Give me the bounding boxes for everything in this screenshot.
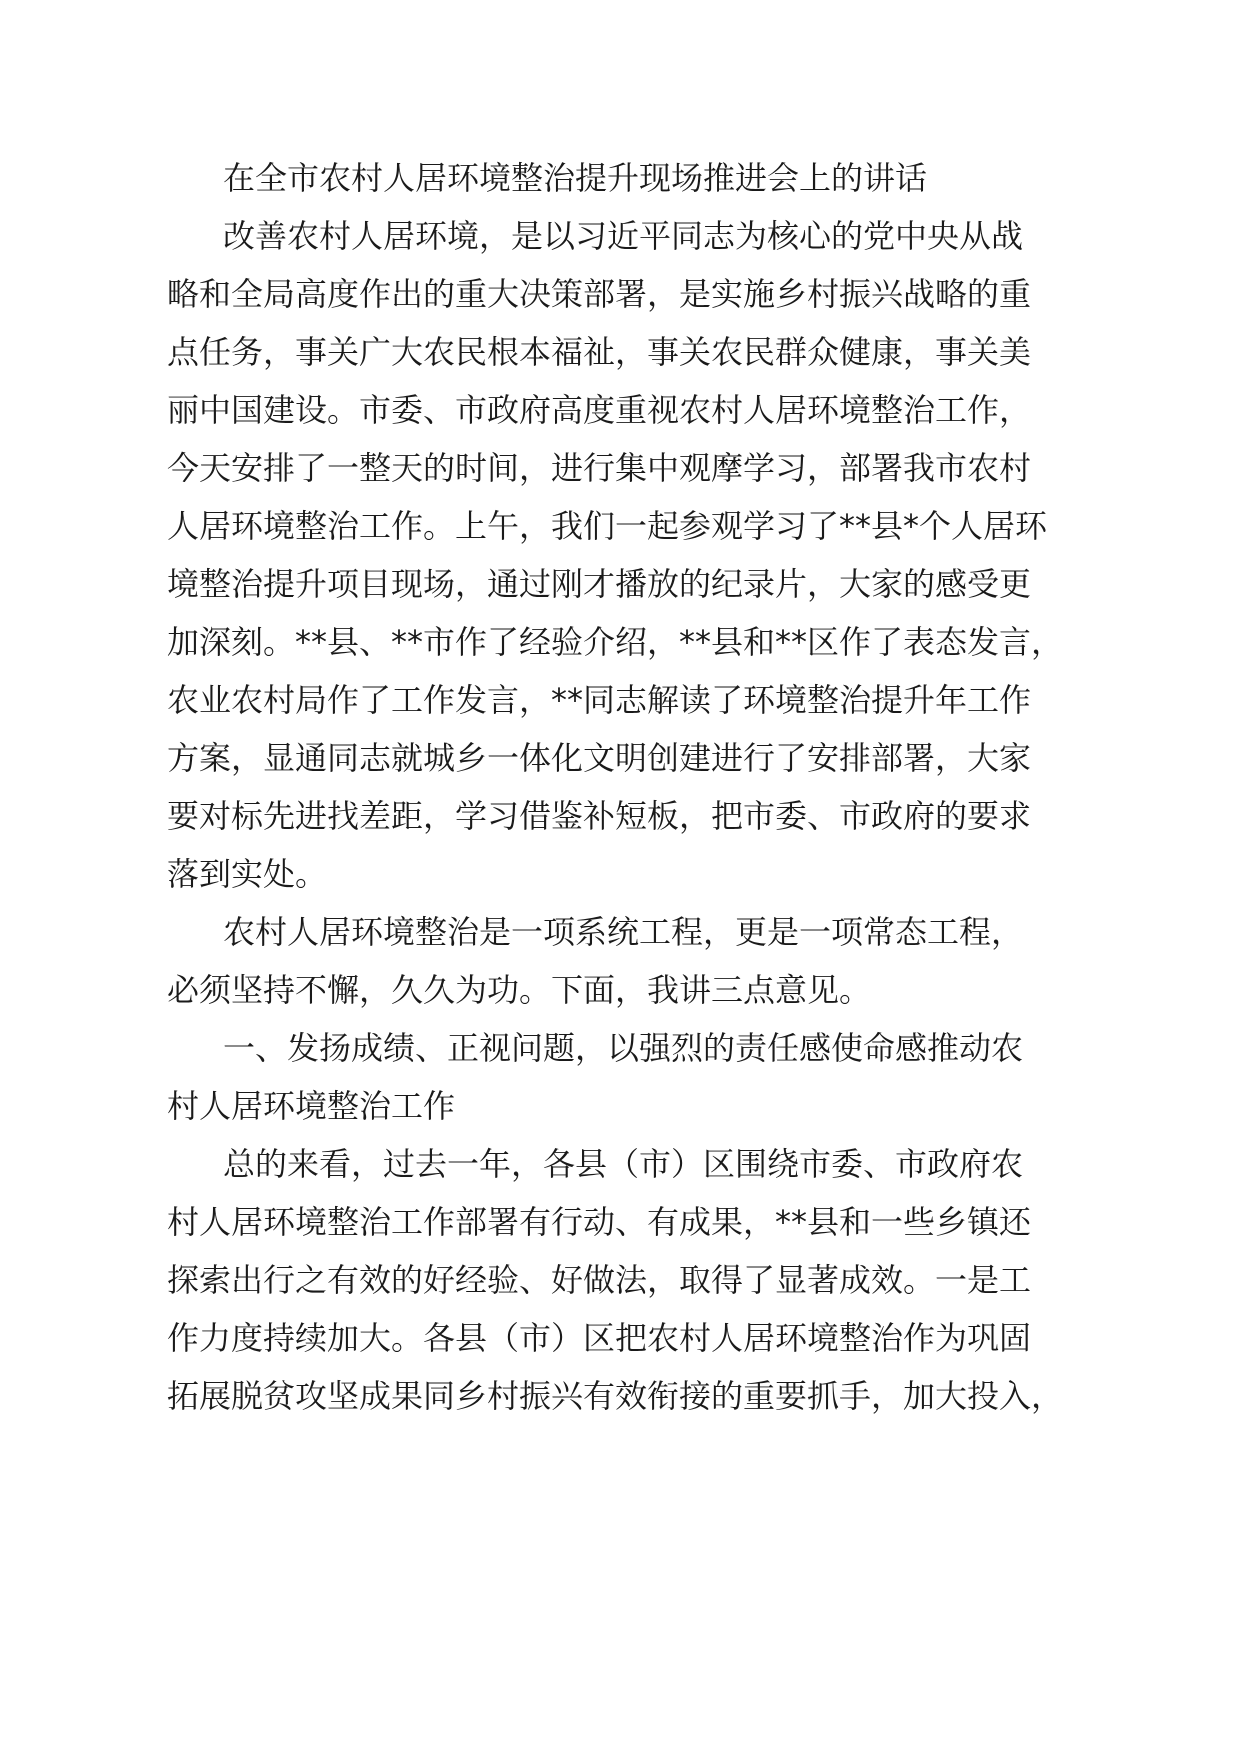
body-line-4: 丽中国建设。市委、市政府高度重视农村人居环境整治工作， <box>167 391 1032 429</box>
body-line-2: 略和全局高度作出的重大决策部署，是实施乡村振兴战略的重 <box>167 275 1032 313</box>
body-line-6: 人居环境整治工作。上午，我们一起参观学习了**县*个人居环 <box>167 507 1048 545</box>
body-line-9: 农业农村局作了工作发言，**同志解读了环境整治提升年工作 <box>167 681 1032 719</box>
body-line-1: 改善农村人居环境，是以习近平同志为核心的党中央从战 <box>223 217 1024 255</box>
body-line-8: 加深刻。**县、**市作了经验介绍，**县和**区作了表态发言， <box>167 623 1064 661</box>
section-heading-line-2: 村人居环境整治工作 <box>167 1087 456 1125</box>
body-line-11: 要对标先进找差距，学习借鉴补短板，把市委、市政府的要求 <box>167 797 1032 835</box>
body-line-10: 方案，显通同志就城乡一体化文明创建进行了安排部署，大家 <box>167 739 1032 777</box>
body-line-3: 点任务，事关广大农民根本福祉，事关农民群众健康，事关美 <box>167 333 1032 371</box>
body-line-12: 落到实处。 <box>167 855 328 893</box>
section-heading-line-1: 一、发扬成绩、正视问题，以强烈的责任感使命感推动农 <box>223 1029 1024 1067</box>
document-title: 在全市农村人居环境整治提升现场推进会上的讲话 <box>223 159 928 197</box>
body-line-13: 农村人居环境整治是一项系统工程，更是一项常态工程， <box>223 913 1024 951</box>
body-line-18: 作力度持续加大。各县（市）区把农村人居环境整治作为巩固 <box>167 1319 1032 1357</box>
body-line-7: 境整治提升项目现场，通过刚才播放的纪录片，大家的感受更 <box>167 565 1032 603</box>
body-line-16: 村人居环境整治工作部署有行动、有成果，**县和一些乡镇还 <box>167 1203 1032 1241</box>
body-line-15: 总的来看，过去一年，各县（市）区围绕市委、市政府农 <box>223 1145 1024 1183</box>
body-line-14: 必须坚持不懈，久久为功。下面，我讲三点意见。 <box>167 971 872 1009</box>
body-line-5: 今天安排了一整天的时间，进行集中观摩学习，部署我市农村 <box>167 449 1032 487</box>
body-line-17: 探索出行之有效的好经验、好做法，取得了显著成效。一是工 <box>167 1261 1032 1299</box>
body-line-19: 拓展脱贫攻坚成果同乡村振兴有效衔接的重要抓手，加大投入， <box>167 1377 1064 1415</box>
